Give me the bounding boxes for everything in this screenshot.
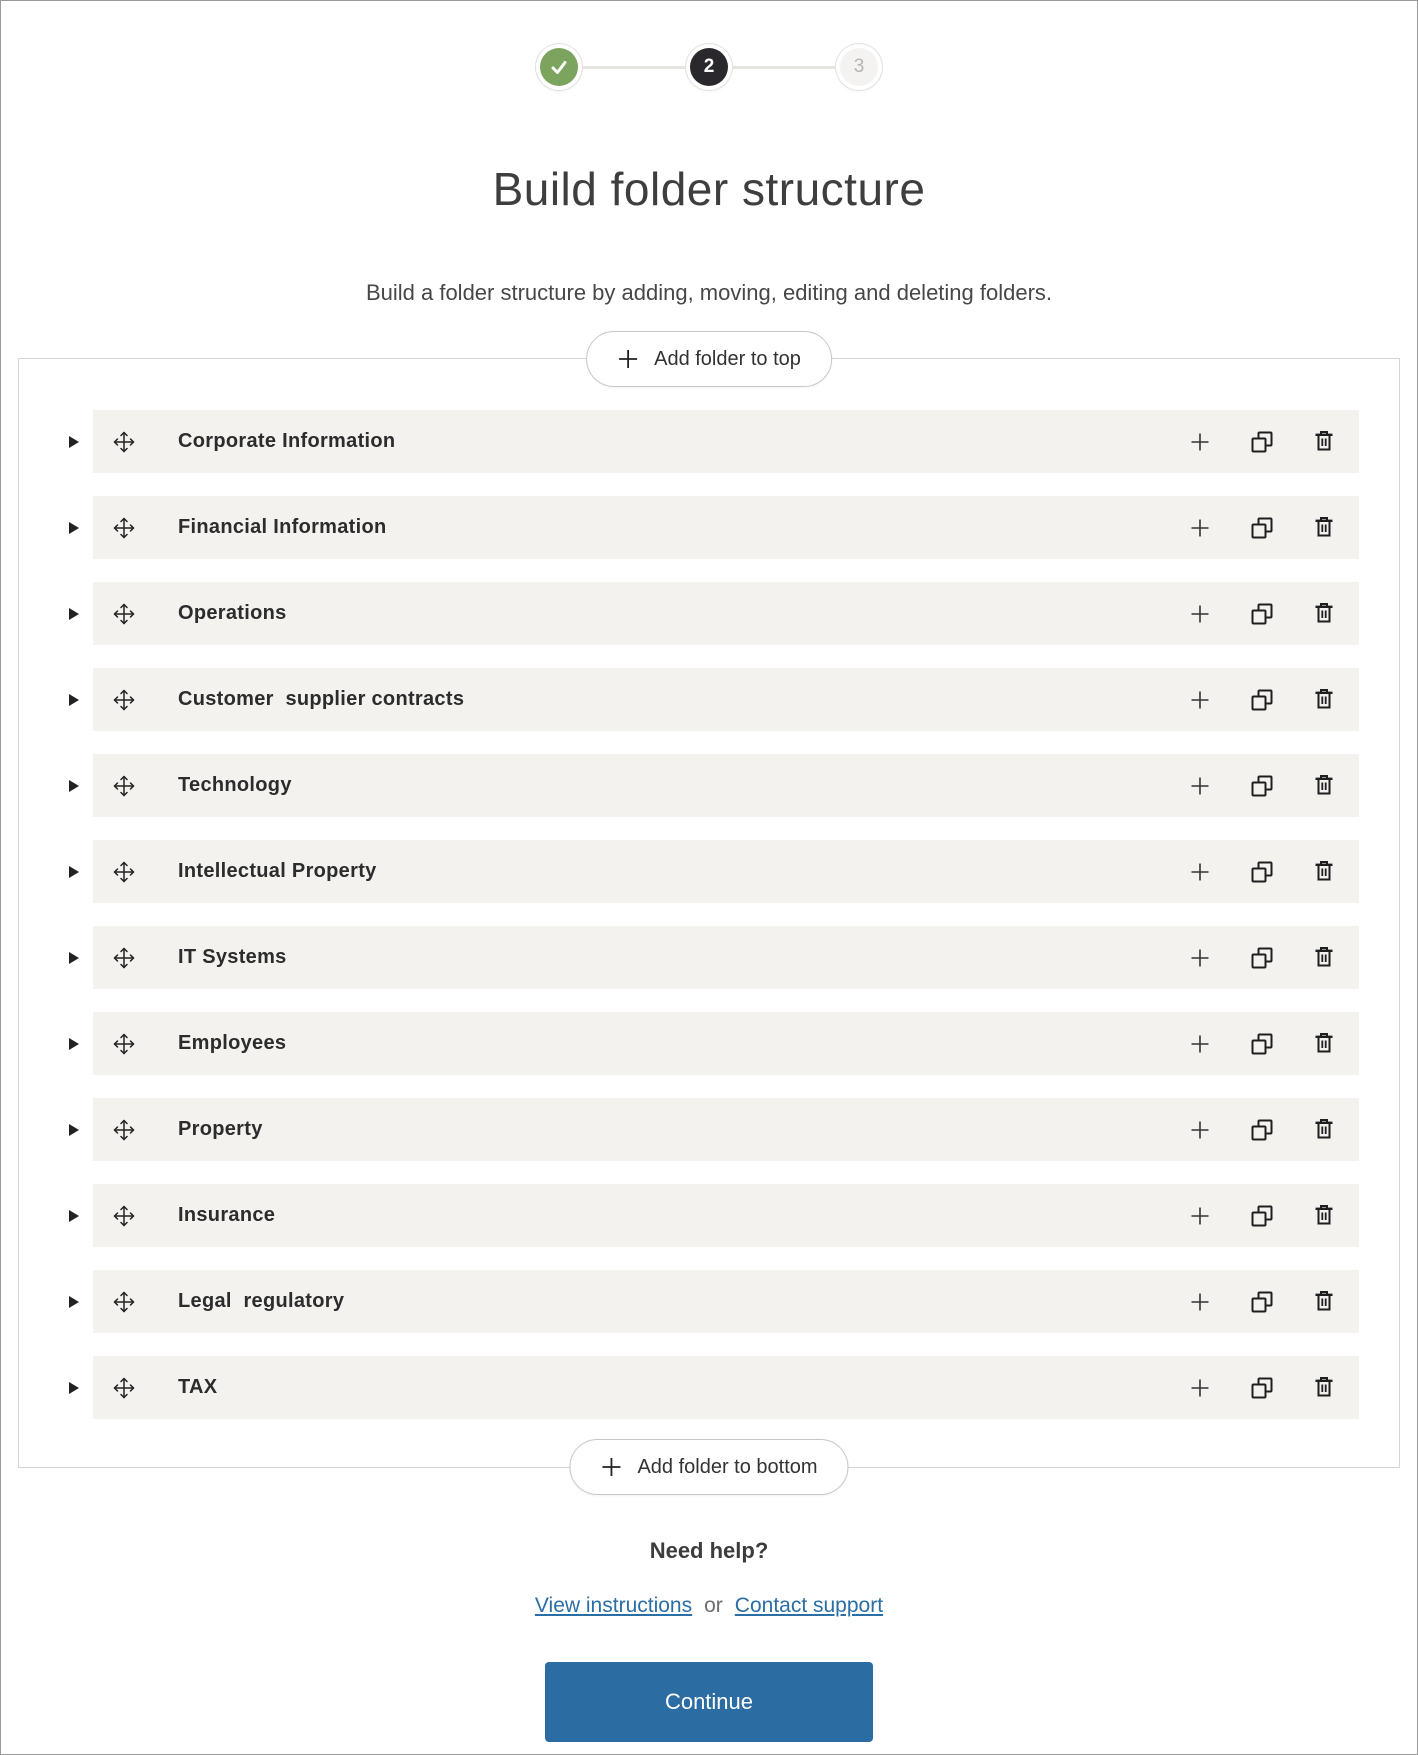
- add-subfolder-button[interactable]: [1187, 1031, 1213, 1057]
- move-arrows-icon: [112, 602, 136, 626]
- trash-icon: [1311, 1375, 1337, 1401]
- expand-folder-button[interactable]: [19, 1270, 93, 1333]
- step-3-number: 3: [853, 56, 865, 77]
- duplicate-folder-button[interactable]: [1249, 1031, 1275, 1057]
- caret-right-icon: [69, 866, 79, 878]
- trash-icon: [1311, 687, 1337, 713]
- move-arrows-icon: [112, 774, 136, 798]
- move-folder-handle[interactable]: [112, 688, 136, 712]
- expand-folder-button[interactable]: [19, 926, 93, 989]
- trash-icon: [1311, 945, 1337, 971]
- add-subfolder-button[interactable]: [1187, 429, 1213, 455]
- expand-folder-button[interactable]: [19, 754, 93, 817]
- plus-icon: [1188, 946, 1212, 970]
- caret-right-icon: [69, 608, 79, 620]
- wizard-stepper: [1, 48, 1417, 86]
- move-arrows-icon: [112, 688, 136, 712]
- delete-folder-button[interactable]: [1311, 1031, 1337, 1057]
- delete-folder-button[interactable]: [1311, 1203, 1337, 1229]
- duplicate-folder-button[interactable]: [1249, 687, 1275, 713]
- plus-icon: [600, 1456, 622, 1478]
- trash-icon: [1311, 773, 1337, 799]
- step-3-upcoming: [840, 48, 878, 86]
- trash-icon: [1311, 601, 1337, 627]
- delete-folder-button[interactable]: [1311, 1289, 1337, 1315]
- add-subfolder-button[interactable]: [1187, 1375, 1213, 1401]
- folder-row-bar: [93, 754, 1359, 817]
- move-folder-handle[interactable]: [112, 1290, 136, 1314]
- folder-row: [19, 1356, 1359, 1419]
- copy-icon: [1249, 1289, 1275, 1315]
- delete-folder-button[interactable]: [1311, 515, 1337, 541]
- folder-row: [19, 840, 1359, 903]
- caret-right-icon: [69, 1038, 79, 1050]
- copy-icon: [1249, 1031, 1275, 1057]
- stepper-connector: [572, 66, 696, 69]
- help-links: [1, 1594, 1417, 1618]
- folder-row: [19, 754, 1359, 817]
- copy-icon: [1249, 601, 1275, 627]
- delete-folder-button[interactable]: [1311, 1117, 1337, 1143]
- expand-folder-button[interactable]: [19, 668, 93, 731]
- trash-icon: [1311, 859, 1337, 885]
- plus-icon: [1188, 688, 1212, 712]
- copy-icon: [1249, 1117, 1275, 1143]
- add-subfolder-button[interactable]: [1187, 1117, 1213, 1143]
- duplicate-folder-button[interactable]: [1249, 601, 1275, 627]
- copy-icon: [1249, 515, 1275, 541]
- folder-row: [19, 410, 1359, 473]
- folder-row-bar: [93, 1184, 1359, 1247]
- folder-row-bar: [93, 1098, 1359, 1161]
- move-folder-handle[interactable]: [112, 860, 136, 884]
- delete-folder-button[interactable]: [1311, 601, 1337, 627]
- copy-icon: [1249, 429, 1275, 455]
- folder-row: [19, 582, 1359, 645]
- expand-folder-button[interactable]: [19, 1184, 93, 1247]
- folder-row-bar: [93, 1012, 1359, 1075]
- expand-folder-button[interactable]: [19, 582, 93, 645]
- move-folder-handle[interactable]: [112, 774, 136, 798]
- folder-row: [19, 1098, 1359, 1161]
- folder-name[interactable]: IT Systems: [178, 946, 287, 968]
- caret-right-icon: [69, 1382, 79, 1394]
- move-arrows-icon: [112, 860, 136, 884]
- caret-right-icon: [69, 436, 79, 448]
- duplicate-folder-button[interactable]: [1249, 1375, 1275, 1401]
- expand-folder-button[interactable]: [19, 410, 93, 473]
- folder-row-bar: [93, 410, 1359, 473]
- trash-icon: [1311, 1203, 1337, 1229]
- caret-right-icon: [69, 1210, 79, 1222]
- page-title: Build folder structure: [492, 163, 926, 215]
- folder-row: [19, 926, 1359, 989]
- caret-right-icon: [69, 1124, 79, 1136]
- move-arrows-icon: [112, 1032, 136, 1056]
- folder-row: [19, 1012, 1359, 1075]
- add-subfolder-button[interactable]: [1187, 773, 1213, 799]
- expand-folder-button[interactable]: [19, 1098, 93, 1161]
- caret-right-icon: [69, 952, 79, 964]
- delete-folder-button[interactable]: [1311, 1375, 1337, 1401]
- add-subfolder-button[interactable]: [1187, 1289, 1213, 1315]
- add-subfolder-button[interactable]: [1187, 601, 1213, 627]
- copy-icon: [1249, 1375, 1275, 1401]
- add-subfolder-button[interactable]: [1187, 1203, 1213, 1229]
- continue-button[interactable]: Continue: [545, 1662, 873, 1742]
- duplicate-folder-button[interactable]: [1249, 859, 1275, 885]
- move-arrows-icon: [112, 1376, 136, 1400]
- step-2-current: [690, 48, 728, 86]
- step-2-number: 2: [703, 56, 715, 77]
- folder-row-bar: [93, 926, 1359, 989]
- move-arrows-icon: [112, 1290, 136, 1314]
- copy-icon: [1249, 687, 1275, 713]
- trash-icon: [1311, 1117, 1337, 1143]
- folder-row-bar: [93, 496, 1359, 559]
- move-folder-handle[interactable]: [112, 602, 136, 626]
- add-subfolder-button[interactable]: [1187, 687, 1213, 713]
- contact-support-link[interactable]: Contact support: [734, 1594, 884, 1617]
- add-subfolder-button[interactable]: [1187, 859, 1213, 885]
- copy-icon: [1249, 945, 1275, 971]
- folder-name[interactable]: Property: [178, 1118, 263, 1140]
- folder-row-bar: [93, 1270, 1359, 1333]
- folder-row-bar: [93, 1356, 1359, 1419]
- expand-folder-button[interactable]: [19, 1356, 93, 1419]
- folder-list-container: [18, 347, 1400, 1478]
- move-folder-handle[interactable]: [112, 1118, 136, 1142]
- folder-row-bar: [93, 582, 1359, 645]
- folder-row: [19, 1270, 1359, 1333]
- add-subfolder-button[interactable]: [1187, 945, 1213, 971]
- copy-icon: [1249, 859, 1275, 885]
- trash-icon: [1311, 515, 1337, 541]
- view-instructions-link[interactable]: View instructions: [534, 1594, 693, 1617]
- plus-icon: [1188, 1118, 1212, 1142]
- duplicate-folder-button[interactable]: [1249, 1289, 1275, 1315]
- stepper-connector: [722, 66, 846, 69]
- duplicate-folder-button[interactable]: [1249, 945, 1275, 971]
- expand-folder-button[interactable]: [19, 1012, 93, 1075]
- folder-row-bar: [93, 840, 1359, 903]
- step-1-complete: [540, 48, 578, 86]
- add-folder-to-bottom-label: Add folder to bottom: [637, 1455, 818, 1478]
- plus-icon: [1188, 860, 1212, 884]
- expand-folder-button[interactable]: [19, 840, 93, 903]
- plus-icon: [1188, 774, 1212, 798]
- move-folder-handle[interactable]: [112, 1032, 136, 1056]
- add-folder-to-top-label: Add folder to top: [654, 347, 801, 370]
- check-icon: [548, 56, 570, 78]
- duplicate-folder-button[interactable]: [1249, 429, 1275, 455]
- trash-icon: [1311, 429, 1337, 455]
- caret-right-icon: [69, 780, 79, 792]
- delete-folder-button[interactable]: [1311, 859, 1337, 885]
- move-arrows-icon: [112, 946, 136, 970]
- move-folder-handle[interactable]: [112, 516, 136, 540]
- move-arrows-icon: [112, 430, 136, 454]
- folder-list: [19, 410, 1399, 1419]
- plus-icon: [1188, 1376, 1212, 1400]
- plus-icon: [1188, 430, 1212, 454]
- page-subtitle: Build a folder structure by adding, moving, editing and deleting folders.: [365, 280, 1053, 305]
- trash-icon: [1311, 1289, 1337, 1315]
- folder-name[interactable]: Operations: [178, 602, 287, 624]
- delete-folder-button[interactable]: [1311, 429, 1337, 455]
- folder-name[interactable]: Customer supplier contracts: [178, 688, 465, 710]
- trash-icon: [1311, 1031, 1337, 1057]
- move-folder-handle[interactable]: [112, 946, 136, 970]
- plus-icon: [1188, 1032, 1212, 1056]
- duplicate-folder-button[interactable]: [1249, 1203, 1275, 1229]
- add-folder-to-bottom-button[interactable]: [569, 1439, 848, 1495]
- caret-right-icon: [69, 1296, 79, 1308]
- folder-row: [19, 1184, 1359, 1247]
- move-folder-handle[interactable]: [112, 1376, 136, 1400]
- folder-name[interactable]: Financial Information: [178, 516, 387, 538]
- copy-icon: [1249, 1203, 1275, 1229]
- expand-folder-button[interactable]: [19, 496, 93, 559]
- folder-name[interactable]: Employees: [178, 1032, 287, 1054]
- plus-icon: [1188, 1290, 1212, 1314]
- move-folder-handle[interactable]: [112, 1204, 136, 1228]
- delete-folder-button[interactable]: [1311, 773, 1337, 799]
- plus-icon: [1188, 1204, 1212, 1228]
- duplicate-folder-button[interactable]: [1249, 515, 1275, 541]
- folder-name[interactable]: Legal regulatory: [178, 1290, 345, 1312]
- folder-name[interactable]: Corporate Information: [178, 430, 396, 452]
- add-subfolder-button[interactable]: [1187, 515, 1213, 541]
- duplicate-folder-button[interactable]: [1249, 1117, 1275, 1143]
- folder-name[interactable]: Intellectual Property: [178, 860, 377, 882]
- caret-right-icon: [69, 694, 79, 706]
- folder-name[interactable]: Technology: [178, 774, 292, 796]
- copy-icon: [1249, 773, 1275, 799]
- move-arrows-icon: [112, 1204, 136, 1228]
- delete-folder-button[interactable]: [1311, 687, 1337, 713]
- duplicate-folder-button[interactable]: [1249, 773, 1275, 799]
- add-folder-to-top-button[interactable]: [586, 331, 832, 387]
- delete-folder-button[interactable]: [1311, 945, 1337, 971]
- plus-icon: [617, 348, 639, 370]
- folder-name[interactable]: TAX: [178, 1376, 218, 1398]
- folder-row: [19, 668, 1359, 731]
- move-arrows-icon: [112, 1118, 136, 1142]
- move-arrows-icon: [112, 516, 136, 540]
- move-folder-handle[interactable]: [112, 430, 136, 454]
- caret-right-icon: [69, 522, 79, 534]
- plus-icon: [1188, 602, 1212, 626]
- need-help-heading: Need help?: [649, 1538, 769, 1563]
- folder-row-bar: [93, 668, 1359, 731]
- plus-icon: [1188, 516, 1212, 540]
- folder-name[interactable]: Insurance: [178, 1204, 276, 1226]
- folder-row: [19, 496, 1359, 559]
- or-label: or: [704, 1594, 723, 1617]
